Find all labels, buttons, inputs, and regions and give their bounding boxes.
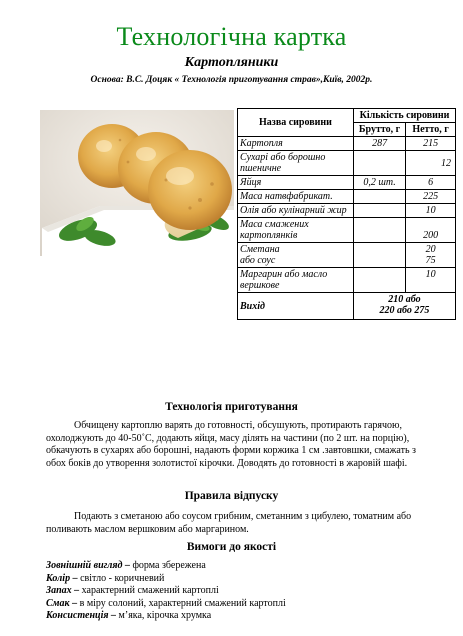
- dish-name: Картопляники: [184, 55, 279, 70]
- document-title: Технологічна картка: [116, 22, 347, 51]
- col-gross: Брутто, г: [353, 123, 405, 137]
- table-row: Сухарі або борошно пшеничне 12: [238, 151, 456, 176]
- list-item: Запах – характерний смажений картоплі: [46, 585, 219, 596]
- table-row: Маса натвфабрикат. 225: [238, 190, 456, 204]
- list-item: Консистенція – м’яка, кірочка хрумка: [46, 610, 212, 621]
- source-reference: Основа: В.С. Доцяк « Технологія приготування страв»,Київ, 2002р.: [90, 75, 373, 85]
- serving-heading: Правила відпуску: [184, 490, 279, 502]
- list-item: Зовнішній вигляд – форма збережена: [46, 560, 206, 571]
- serving-text: Подають з сметаною або соусом грибним, сметанним з цибулею, томатним або поливають маслом вершковим або маргарином.: [46, 511, 412, 535]
- table-row: Картопля 287 215: [238, 137, 456, 151]
- potato-cakes-photo: [40, 110, 234, 256]
- table-row: Маргарин або масло вершкове 10: [238, 268, 456, 293]
- col-quantity: Кількість сировини: [353, 109, 455, 123]
- col-ingredient-name: Назва сировини: [238, 109, 354, 137]
- list-item: Колір – світло - коричневий: [46, 572, 165, 584]
- table-row: Маса смажених картоплянків 200: [238, 218, 456, 243]
- technology-heading: Технологія приготування: [165, 401, 298, 413]
- technology-text: Обчищену картоплю варять до готовності, обсушують, протирають гарячою, охолоджують до 40-50˚С, додають яйця, масу ділять на частини (по 2 шт. на порцію), обкачують в сухарях або борошні, надають форми коржика 1 см .завтовшки, смажать з обох боків до утворення золотистої кірочки. Доводять до готовності в жаровій шафі.: [46, 420, 416, 469]
- quality-list: [46, 560, 446, 623]
- table-row: Яйця 0,2 шт. 6: [238, 176, 456, 190]
- quality-heading: Вимоги до якості: [186, 541, 277, 553]
- yield-row: [238, 293, 456, 320]
- list-item: Смак – в міру солоний, характерний смажений картоплі: [46, 597, 286, 609]
- yield-value: 210 або 220 або 275: [353, 293, 455, 320]
- yield-label: Вихід: [238, 293, 354, 320]
- ingredients-table: [237, 108, 456, 320]
- col-net: Нетто, г: [406, 123, 456, 137]
- table-row: Олія або кулінарний жир 10: [238, 204, 456, 218]
- table-row: Сметана або соус 20 75: [238, 243, 456, 268]
